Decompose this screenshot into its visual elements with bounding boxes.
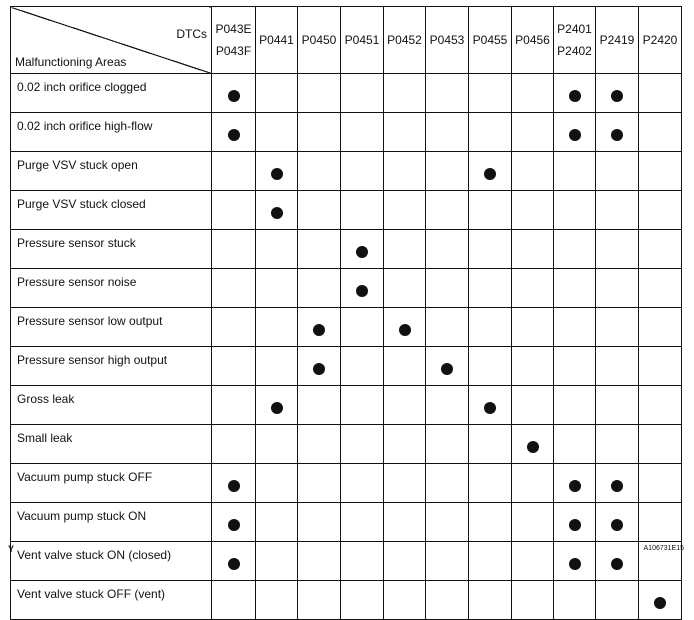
matrix-cell bbox=[341, 74, 384, 113]
matrix-cell bbox=[426, 308, 469, 347]
dtc-code: P2401 bbox=[557, 22, 592, 36]
matrix-cell bbox=[256, 308, 298, 347]
matrix-body bbox=[11, 74, 682, 620]
matrix-cell bbox=[384, 386, 426, 425]
filled-circle-icon bbox=[527, 441, 539, 453]
matrix-cell bbox=[639, 425, 682, 464]
matrix-cell bbox=[512, 74, 554, 113]
table-row bbox=[11, 347, 682, 386]
matrix-cell bbox=[341, 269, 384, 308]
matrix-cell bbox=[426, 152, 469, 191]
matrix-cell bbox=[512, 191, 554, 230]
table-row bbox=[11, 581, 682, 620]
matrix-cell bbox=[639, 152, 682, 191]
table-row bbox=[11, 308, 682, 347]
matrix-cell bbox=[298, 503, 341, 542]
matrix-cell bbox=[341, 113, 384, 152]
matrix-cell bbox=[384, 191, 426, 230]
matrix-cell bbox=[212, 347, 256, 386]
filled-circle-icon bbox=[228, 558, 240, 570]
filled-circle-icon bbox=[228, 129, 240, 141]
matrix-cell bbox=[298, 152, 341, 191]
matrix-cell bbox=[469, 113, 512, 152]
dtc-code: P0456 bbox=[515, 33, 550, 47]
filled-circle-icon bbox=[569, 480, 581, 492]
dtc-column-header bbox=[512, 7, 554, 74]
matrix-cell bbox=[554, 308, 596, 347]
dtc-code: P2420 bbox=[642, 33, 678, 47]
malfunction-area-label: Vacuum pump stuck ON bbox=[11, 503, 212, 542]
matrix-cell bbox=[256, 386, 298, 425]
matrix-cell bbox=[298, 113, 341, 152]
malfunction-area-label: Pressure sensor noise bbox=[11, 269, 212, 308]
matrix-cell bbox=[469, 230, 512, 269]
matrix-cell bbox=[469, 74, 512, 113]
matrix-cell bbox=[639, 386, 682, 425]
matrix-cell bbox=[212, 191, 256, 230]
filled-circle-icon bbox=[484, 402, 496, 414]
header-row bbox=[11, 7, 682, 74]
matrix-cell bbox=[554, 74, 596, 113]
matrix-cell bbox=[596, 152, 639, 191]
matrix-cell bbox=[469, 269, 512, 308]
matrix-cell bbox=[426, 74, 469, 113]
dtc-code: P0452 bbox=[387, 33, 422, 47]
matrix-cell bbox=[554, 503, 596, 542]
matrix-cell bbox=[596, 230, 639, 269]
malfunction-area-label: Pressure sensor stuck bbox=[11, 230, 212, 269]
malfunction-area-label: 0.02 inch orifice high-flow bbox=[11, 113, 212, 152]
matrix-cell bbox=[341, 191, 384, 230]
figure-reference-code: A106731E15 bbox=[643, 545, 684, 552]
filled-circle-icon bbox=[569, 129, 581, 141]
matrix-cell bbox=[256, 152, 298, 191]
matrix-cell bbox=[512, 581, 554, 620]
matrix-cell bbox=[554, 230, 596, 269]
matrix-cell bbox=[298, 308, 341, 347]
matrix-cell bbox=[469, 152, 512, 191]
dtc-code: P0451 bbox=[344, 33, 380, 47]
filled-circle-icon bbox=[611, 129, 623, 141]
matrix-cell bbox=[212, 230, 256, 269]
dtc-code: P2402 bbox=[557, 44, 592, 58]
matrix-cell bbox=[298, 269, 341, 308]
matrix-cell bbox=[384, 74, 426, 113]
matrix-cell bbox=[639, 269, 682, 308]
matrix-cell bbox=[554, 152, 596, 191]
matrix-cell bbox=[298, 347, 341, 386]
matrix-cell bbox=[341, 542, 384, 581]
matrix-cell bbox=[639, 113, 682, 152]
matrix-cell bbox=[469, 542, 512, 581]
malfunction-area-label: Gross leak bbox=[11, 386, 212, 425]
matrix-cell bbox=[426, 425, 469, 464]
matrix-cell bbox=[212, 503, 256, 542]
dtc-code: P043E bbox=[215, 22, 252, 36]
matrix-cell bbox=[256, 425, 298, 464]
matrix-cell bbox=[298, 581, 341, 620]
filled-circle-icon bbox=[441, 363, 453, 375]
filled-circle-icon bbox=[484, 168, 496, 180]
matrix-cell bbox=[212, 269, 256, 308]
table-row bbox=[11, 464, 682, 503]
matrix-cell bbox=[469, 581, 512, 620]
dtc-column-header bbox=[384, 7, 426, 74]
matrix-cell bbox=[426, 464, 469, 503]
dtc-column-header bbox=[554, 7, 596, 74]
matrix-cell bbox=[469, 347, 512, 386]
matrix-cell bbox=[639, 308, 682, 347]
dtc-matrix-table bbox=[10, 6, 682, 620]
dtc-code: P0441 bbox=[259, 33, 294, 47]
matrix-cell bbox=[384, 269, 426, 308]
matrix-cell bbox=[384, 113, 426, 152]
matrix-cell bbox=[639, 230, 682, 269]
matrix-cell bbox=[469, 308, 512, 347]
table-row bbox=[11, 542, 682, 581]
matrix-cell bbox=[512, 503, 554, 542]
matrix-cell bbox=[384, 464, 426, 503]
matrix-cell bbox=[469, 386, 512, 425]
matrix-cell bbox=[639, 464, 682, 503]
matrix-cell bbox=[512, 230, 554, 269]
matrix-cell bbox=[341, 347, 384, 386]
dtc-column-header bbox=[426, 7, 469, 74]
matrix-cell bbox=[512, 152, 554, 191]
matrix-cell bbox=[212, 581, 256, 620]
matrix-cell bbox=[554, 347, 596, 386]
matrix-cell bbox=[596, 464, 639, 503]
matrix-cell bbox=[212, 425, 256, 464]
matrix-cell bbox=[554, 581, 596, 620]
matrix-cell bbox=[212, 74, 256, 113]
matrix-cell bbox=[512, 542, 554, 581]
matrix-cell bbox=[596, 269, 639, 308]
matrix-cell bbox=[341, 386, 384, 425]
matrix-cell bbox=[596, 347, 639, 386]
matrix-cell bbox=[512, 464, 554, 503]
table-row bbox=[11, 74, 682, 113]
matrix-cell bbox=[512, 347, 554, 386]
matrix-cell bbox=[298, 386, 341, 425]
table-row bbox=[11, 503, 682, 542]
matrix-cell bbox=[384, 152, 426, 191]
matrix-cell bbox=[384, 425, 426, 464]
matrix-cell bbox=[639, 191, 682, 230]
matrix-cell bbox=[596, 386, 639, 425]
matrix-cell bbox=[256, 542, 298, 581]
dtc-column-header bbox=[212, 7, 256, 74]
malfunction-area-label: Pressure sensor low output bbox=[11, 308, 212, 347]
matrix-cell bbox=[596, 308, 639, 347]
matrix-cell bbox=[298, 464, 341, 503]
dtc-column-header bbox=[298, 7, 341, 74]
matrix-cell bbox=[212, 152, 256, 191]
matrix-cell bbox=[384, 347, 426, 386]
dtc-code: P043F bbox=[215, 44, 252, 58]
matrix-cell bbox=[384, 503, 426, 542]
filled-circle-icon bbox=[228, 519, 240, 531]
matrix-cell bbox=[384, 308, 426, 347]
matrix-cell bbox=[554, 425, 596, 464]
matrix-cell bbox=[341, 581, 384, 620]
dtc-code: P2419 bbox=[599, 33, 635, 47]
matrix-cell bbox=[469, 464, 512, 503]
matrix-cell bbox=[256, 581, 298, 620]
matrix-cell bbox=[596, 191, 639, 230]
matrix-cell bbox=[384, 581, 426, 620]
matrix-cell bbox=[426, 503, 469, 542]
dtc-code: P0455 bbox=[472, 33, 508, 47]
matrix-cell bbox=[256, 191, 298, 230]
matrix-cell bbox=[426, 347, 469, 386]
matrix-cell bbox=[639, 74, 682, 113]
matrix-cell bbox=[256, 74, 298, 113]
dtc-column-header bbox=[639, 7, 682, 74]
matrix-cell bbox=[341, 308, 384, 347]
matrix-cell bbox=[212, 542, 256, 581]
matrix-cell bbox=[256, 464, 298, 503]
matrix-cell bbox=[596, 503, 639, 542]
filled-circle-icon bbox=[313, 363, 325, 375]
matrix-cell bbox=[212, 464, 256, 503]
malfunction-area-label: Vent valve stuck ON (closed) bbox=[11, 542, 212, 581]
malfunction-area-label: Small leak bbox=[11, 425, 212, 464]
filled-circle-icon bbox=[569, 519, 581, 531]
table-row bbox=[11, 191, 682, 230]
matrix-cell bbox=[341, 425, 384, 464]
matrix-cell bbox=[512, 308, 554, 347]
matrix-cell bbox=[212, 113, 256, 152]
matrix-cell bbox=[256, 113, 298, 152]
matrix-cell bbox=[469, 503, 512, 542]
matrix-cell bbox=[639, 347, 682, 386]
footer-left-mark: Y bbox=[8, 544, 15, 554]
matrix-cell bbox=[639, 581, 682, 620]
matrix-cell bbox=[554, 386, 596, 425]
matrix-cell bbox=[212, 386, 256, 425]
matrix-cell bbox=[554, 464, 596, 503]
matrix-cell bbox=[596, 581, 639, 620]
dtc-column-header bbox=[256, 7, 298, 74]
malfunction-area-label: Purge VSV stuck closed bbox=[11, 191, 212, 230]
table-row bbox=[11, 425, 682, 464]
matrix-cell bbox=[512, 425, 554, 464]
matrix-cell bbox=[512, 269, 554, 308]
matrix-cell bbox=[554, 542, 596, 581]
matrix-cell bbox=[341, 152, 384, 191]
matrix-cell bbox=[512, 386, 554, 425]
matrix-cell bbox=[384, 230, 426, 269]
matrix-cell bbox=[554, 113, 596, 152]
matrix-cell bbox=[639, 503, 682, 542]
filled-circle-icon bbox=[271, 168, 283, 180]
matrix-cell bbox=[256, 230, 298, 269]
matrix-cell bbox=[298, 230, 341, 269]
malfunction-area-label: Pressure sensor high output bbox=[11, 347, 212, 386]
malfunction-area-label: 0.02 inch orifice clogged bbox=[11, 74, 212, 113]
matrix-cell bbox=[426, 113, 469, 152]
matrix-cell bbox=[341, 503, 384, 542]
matrix-cell bbox=[426, 230, 469, 269]
matrix-cell bbox=[298, 542, 341, 581]
malfunction-area-label: Vent valve stuck OFF (vent) bbox=[11, 581, 212, 620]
matrix-cell bbox=[256, 269, 298, 308]
matrix-cell bbox=[426, 542, 469, 581]
filled-circle-icon bbox=[611, 558, 623, 570]
filled-circle-icon bbox=[228, 480, 240, 492]
table-row bbox=[11, 386, 682, 425]
malfunction-area-label: Purge VSV stuck open bbox=[11, 152, 212, 191]
matrix-cell bbox=[426, 581, 469, 620]
matrix-cell bbox=[341, 230, 384, 269]
filled-circle-icon bbox=[399, 324, 411, 336]
dtc-column-header bbox=[596, 7, 639, 74]
filled-circle-icon bbox=[271, 207, 283, 219]
filled-circle-icon bbox=[228, 90, 240, 102]
filled-circle-icon bbox=[356, 285, 368, 297]
matrix-cell bbox=[212, 308, 256, 347]
table-row bbox=[11, 230, 682, 269]
filled-circle-icon bbox=[611, 519, 623, 531]
matrix-cell bbox=[554, 191, 596, 230]
matrix-cell bbox=[469, 425, 512, 464]
filled-circle-icon bbox=[271, 402, 283, 414]
filled-circle-icon bbox=[611, 90, 623, 102]
dtcs-label: DTCs bbox=[176, 27, 207, 41]
header-corner-cell bbox=[11, 7, 212, 74]
dtc-code: P0453 bbox=[429, 33, 465, 47]
matrix-cell bbox=[596, 113, 639, 152]
matrix-cell bbox=[256, 503, 298, 542]
matrix-cell bbox=[426, 269, 469, 308]
filled-circle-icon bbox=[569, 558, 581, 570]
matrix-cell bbox=[298, 74, 341, 113]
matrix-cell bbox=[596, 74, 639, 113]
dtc-column-header bbox=[469, 7, 512, 74]
matrix-cell bbox=[298, 425, 341, 464]
dtc-column-header bbox=[341, 7, 384, 74]
table-row bbox=[11, 113, 682, 152]
matrix-cell bbox=[426, 191, 469, 230]
matrix-cell bbox=[512, 113, 554, 152]
matrix-cell bbox=[469, 191, 512, 230]
filled-circle-icon bbox=[654, 597, 666, 609]
matrix-cell bbox=[554, 269, 596, 308]
matrix-cell bbox=[256, 347, 298, 386]
matrix-cell bbox=[384, 542, 426, 581]
filled-circle-icon bbox=[313, 324, 325, 336]
matrix-cell bbox=[341, 464, 384, 503]
matrix-cell bbox=[298, 191, 341, 230]
table-row bbox=[11, 269, 682, 308]
malfunction-area-label: Vacuum pump stuck OFF bbox=[11, 464, 212, 503]
filled-circle-icon bbox=[356, 246, 368, 258]
table-row bbox=[11, 152, 682, 191]
filled-circle-icon bbox=[611, 480, 623, 492]
matrix-cell bbox=[596, 425, 639, 464]
filled-circle-icon bbox=[569, 90, 581, 102]
matrix-cell bbox=[426, 386, 469, 425]
matrix-cell bbox=[596, 542, 639, 581]
dtc-code: P0450 bbox=[301, 33, 337, 47]
malfunctioning-areas-label: Malfunctioning Areas bbox=[15, 55, 127, 69]
